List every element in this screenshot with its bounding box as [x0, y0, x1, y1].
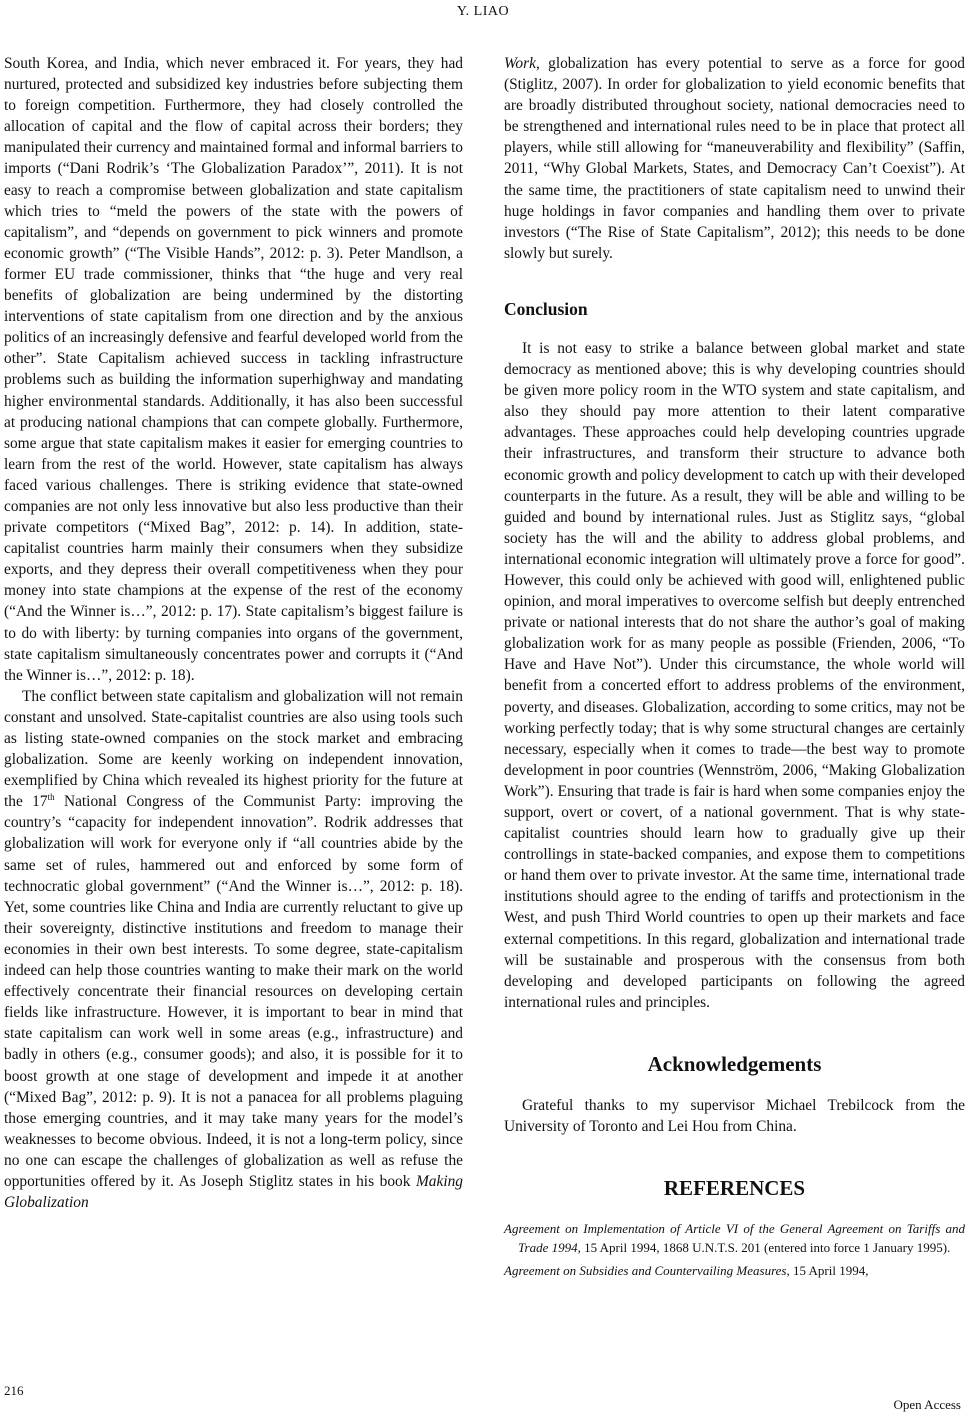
paragraph-text: , globalization has every potential to serve as a force for good (Stiglitz, 2007). In order for globalization to yield economic benefits that are broadly distributed throughout society, national democracies need to be strengthened and international rules need to be in place that protect all players, while still allowing for “maneuverability and flexibility” (Saffin, 2011, “Why Global Markets, States, and Democracy Can’t Coexist”). At the same time, the practitioners of state capitalism need to unwind their huge holdings in favor companies and handling them over to private investors (“The Rise of State Capitalism”, 2012); this needs to be done slowly but surely. — [504, 55, 965, 262]
conclusion-paragraph: It is not easy to strike a balance between global market and state democracy as mentioned above; this is why developing countries should be given more policy room in the WTO system and state capitalism, and also they should pay more attention to their latent comparative advantages. These approaches could help developing countries upgrade their infrastructures, and transform their structure to advance both economic growth and policy development to catch up with their developed counterparts in the future. As a result, they will be able and willing to be guided and bound by international rules. Just as Stiglitz says, “global society has the will and the ability to address global problems, and international economic integration will ultimately prove a force for good”. However, this could only be achieved with good will, enlightened public opinion, and moral imperatives to overcome selfish but deeply entrenched private or national interests that do not share the author’s goal of making globalization work for as many people as possible (Frienden, 2006, “To Have and Have Not”). Under this circumstance, the whole world will benefit from a concerted effort to address problems of the environment, poverty, and diseases. Globalization, according to some critics, may not be working perfectly today; that is why some structural changes are certainly necessary, especially when it comes to trade—the best way to promote development in poor countries (Wennström, 2006, “Making Globalization Work”). Ensuring that trade is fair is hard when some companies enjoy the support, overt or covert, of a national government. That is why state-capitalist countries should learn how to gradually give up their controllings in state-backed companies, and expose them to competitions or hand them over to private investor. At the same time, international trade institutions should agree to the ending of tariffs and protectionism in the West, and push Third World countries to open up their markets and face external competitions. In this regard, globalization and international trade will be sustainable and prosperous with the consensus from both developing and developed participants on following the agreed international rules and principles. — [504, 339, 965, 1011]
left-column — [4, 53, 463, 1213]
paragraph-text: The conflict between state capitalism and globalization will not remain constant and unsolved. State-capitalist countries are also using tools such as listing state-owned companies on the stock market and embracing globalization. Some are keenly working on independent innovation, exemplified by China which revealed its highest priority for the future at the 17 — [4, 687, 463, 811]
reference-item — [504, 1219, 965, 1257]
conclusion-heading: Conclusion — [504, 298, 588, 319]
reference-title: Agreement on Implementation of Article VI of the General Agreement on Tariffs and Trade 1994 — [504, 1221, 965, 1256]
body-paragraph — [4, 686, 463, 1213]
running-head: Y. LIAO — [456, 4, 510, 19]
body-paragraph — [504, 53, 965, 264]
publisher-label: Open Access — [893, 1397, 961, 1412]
reference-title: Agreement on Subsidies and Countervailing Measures — [504, 1263, 787, 1279]
reference-details: , 15 April 1994, 1868 U.N.T.S. 201 (entered into force 1 January 1995). — [577, 1240, 951, 1256]
references-heading: REFERENCES — [663, 1176, 806, 1201]
acknowledgements-heading: Acknowledgements — [647, 1051, 822, 1076]
body-paragraph: South Korea, and India, which never embraced it. For years, they had nurtured, protected and subsidized key industries before subjecting them to foreign competition. Furthermore, they had closely controlled the allocation of capital and the flow of capital across their borders; they manipulated their currency and maintained formal and informal barriers to imports (“Dani Rodrik’s ‘The Globalization Paradox’”, 2011). It is not easy to reach a compromise between globalization and state capitalism which tries to “meld the powers of the state with the powers of capitalism”, and “depends on government to pick winners and promote economic growth” (“The Visible Hands”, 2012: p. 3). Peter Mandlson, a former EU trade commissioner, thinks that “the huge and very real benefits of globalization are being undermined by the distorting interventions of state capitalism from one direction and by the anxious politics of an increasingly defensive and fearful developed world from the other”. State Capitalism achieved success in tackling infrastructure problems such as building the information superhighway and mandating higher environmental standards. Additionally, it has also been successful at producing national champions that can compete globally. Furthermore, some argue that state capitalism makes it easier for emerging countries to learn from the rest of the world. However, state capitalism has always faced various challenges. There is striking evidence that state-owned companies are not only less innovative but also less productive than their private competitors (“Mixed Bag”, 2012: p. 14). In addition, state-capitalist countries harm mainly their consumers when they subsidize exports, and they depress their overall competitiveness when they pour money into state champions at the expense of the rest of the economy (“And the Winner is…”, 2012: p. 17). State capitalism’s biggest failure is to do with liberty: by turning companies into organs of the government, state capitalism simultaneously concentrates power and corrupts it (“And the Winner is…”, 2012: p. 18). — [4, 55, 463, 684]
book-title: Making Globalization — [4, 1172, 463, 1212]
reference-details: , 15 April 1994, — [786, 1263, 869, 1279]
book-title: Work — [504, 55, 536, 72]
reference-item — [504, 1261, 965, 1280]
page-number: 216 — [4, 1383, 24, 1398]
paragraph-text: National Congress of the Communist Party: improving the country’s “capacity for independent innovation”. Rodrik addresses that globalization will work for everyone only if “all countries abide by the same set of rules, hammered out and enforced by some form of technocratic global government” (“And the Winner is…”, 2012: p. 18). Yet, some countries like China and India are currently reluctant to give up their sovereignty, distinctive institutions and freedom to manage their economies in their own best interests. To some degree, state-capitalism indeed can help those countries wanting to make their mark on the world effectively concentrate their financial resources on developing certain fields like infrastructure. However, it is important to bear in mind that state capitalism can work well in some areas (e.g., infrastructure) and badly in others (e.g., consumer goods); and also, it is possible for it to boost growth at one stage of development and impede it at another (“Mixed Bag”, 2012: p. 9). It is not a panacea for all problems plaguing those emerging countries, and it may take many years for the model’s weaknesses to become obvious. Indeed, it is not a long-term policy, since no one can escape the challenges of globalization as well as refuse the opportunities offered by it. As Joseph Stiglitz states in his book — [4, 793, 464, 1190]
acknowledgements-paragraph: Grateful thanks to my supervisor Michael Trebilcock from the University of Toronto and Lei Hou from China. — [504, 1096, 965, 1136]
superscript: th — [47, 792, 55, 803]
right-column — [504, 53, 965, 1284]
references-list — [504, 1219, 965, 1280]
